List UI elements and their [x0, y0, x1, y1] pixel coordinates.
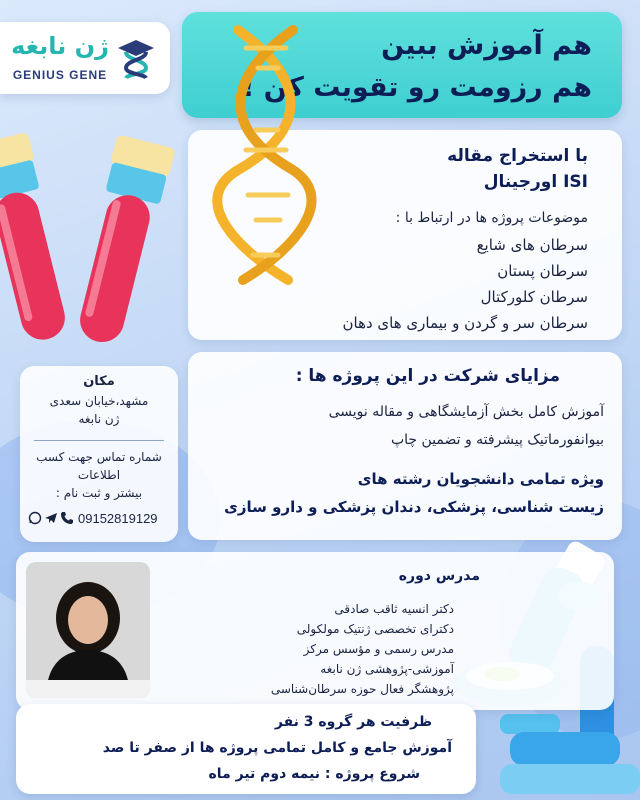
contact-line-3: بیشتر و ثبت نام : — [55, 486, 143, 500]
test-tubes-illustration — [0, 120, 185, 370]
teacher-line: دکتر انسیه ثاقب صادقی — [334, 602, 454, 616]
whatsapp-icon[interactable] — [28, 511, 42, 525]
phone-icon[interactable] — [60, 511, 74, 525]
training-text: آموزش جامع و کامل تمامی پروژه ها از صفر تا صد — [102, 740, 452, 756]
start-date-text: شروع پروژه : نیمه دوم تیر ماه — [208, 766, 420, 782]
brand-name-fa: ژن نابغه — [11, 32, 109, 60]
teacher-line: دکترای تخصصی ژنتیک مولکولی — [296, 622, 454, 636]
telegram-icon[interactable] — [44, 511, 58, 525]
list-item: آموزش کامل بخش آزمایشگاهی و مقاله نویسی — [328, 404, 604, 420]
audience-line-1: ویژه تمامی دانشجویان رشته های — [357, 470, 604, 488]
graduation-dna-icon — [114, 36, 158, 80]
location-line-1: مشهد،خیابان سعدی — [49, 394, 149, 408]
person-image — [26, 562, 150, 698]
location-line-2: ژن نابغه — [78, 412, 120, 426]
teacher-line: آموزشی-پژوهشی ژن نابغه — [320, 662, 454, 676]
list-item: سرطان سر و گردن و بیماری های دهان — [342, 314, 588, 332]
list-item: بیوانفورماتیک پیشرفته و تضمین چاپ — [390, 432, 604, 448]
headline-line-1: هم آموزش ببین — [381, 30, 592, 61]
article-subtitle: ISI اورجینال — [483, 172, 588, 192]
contact-line-1: شماره تماس جهت کسب — [36, 450, 162, 464]
topics-intro: موضوعات پروژه ها در ارتباط با : — [395, 210, 588, 226]
audience-line-2: زیست شناسی، پزشکی، دندان پزشکی و دارو سازی — [224, 498, 604, 516]
teacher-photo — [26, 562, 150, 698]
article-title: با استخراج مقاله — [447, 146, 588, 166]
phone-row[interactable] — [28, 508, 170, 530]
list-item: سرطان های شایع — [476, 236, 588, 254]
capacity-text: ظرفیت هر گروه 3 نفر — [274, 714, 432, 730]
teacher-line: پژوهشگر فعال حوزه سرطان‌شناسی — [270, 682, 454, 696]
benefits-title: مزایای شرکت در این پروژه ها : — [295, 366, 560, 386]
dna-icon — [198, 20, 328, 290]
divider — [34, 440, 164, 441]
teacher-line: مدرس رسمی و مؤسس مرکز — [303, 642, 454, 656]
brand-logo — [0, 22, 170, 94]
location-title: مکان — [83, 374, 115, 389]
brand-name-en: GENIUS GENE — [12, 68, 108, 82]
headline-line-2: هم رزومت رو تقویت کن ! — [242, 72, 592, 103]
list-item: سرطان کلورکتال — [480, 288, 588, 306]
list-item: سرطان پستان — [497, 262, 588, 280]
contact-line-2: اطلاعات — [77, 468, 121, 482]
phone-number[interactable]: 09152819129 — [78, 511, 158, 526]
teacher-title: مدرس دوره — [398, 568, 480, 584]
